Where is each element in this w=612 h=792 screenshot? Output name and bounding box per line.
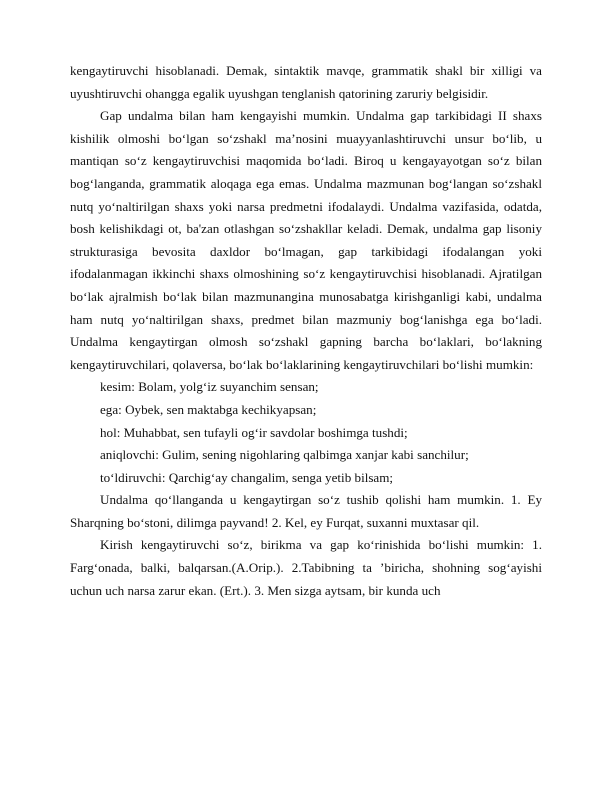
example-ega: ega: Oybek, sen maktabga kechikyapsan; bbox=[100, 401, 317, 417]
paragraph-1: kengaytiruvchi hisoblanadi. Demak, sintaktik mavqe, grammatik shakl bir xilligi va uyushtiruvchi ohangga egalik uyushgan tenglanish qatorining zaruriy belgisidir. bbox=[70, 63, 542, 101]
paragraph-4: Kirish kengaytiruvchi so‘z, birikma va gap ko‘rinishida bo‘lishi mumkin: 1. Farg‘onada, balki, balqarsan.(A.Orip.). 2.Tabibning ta ’biricha, shohning sog‘ayishi uchun uch narsa zarur ekan. (Ert.). 3. Men sizga aytsam, bir kunda uch bbox=[70, 537, 542, 598]
paragraph-3: Undalma qo‘llanganda u kengaytirgan so‘z tushib qolishi ham mumkin. 1. Ey Sharqning bo‘stoni, dilimga payvand! 2. Kel, ey Furqat, suxanni muxtasar qil. bbox=[70, 492, 542, 530]
example-list bbox=[70, 376, 542, 489]
paragraph-2: Gap undalma bilan ham kengayishi mumkin. Undalma gap tarkibidagi II shaxs kishilik olmoshi bo‘lgan so‘zshakl ma’nosini muayyanlashtiruvchi unsur bo‘lib, u mantiqan so‘z kengaytiruvchisi maqomida bo‘ladi. Biroq u kengayayotgan so‘z bilan bog‘langanda, grammatik aloqaga ega emas. Undalma mazmunan bog‘langan so‘zshakl nutq yo‘naltirilgan shaxs yoki narsa predmetni ifodalaydi. Undalma vazifasida, odatda, bosh kelishikdagi ot, ba'zan otlashgan so‘zshakllar keladi. Demak, undalma gap lisoniy strukturasiga bevosita daxldor bo‘lmagan, gap tarkibidagi ifodalangan yoki ifodalanmagan ikkinchi shaxs olmoshining so‘z kengaytiruvchisi hisoblanadi. Ajratilgan bo‘lak ajralmish bo‘lak bilan mazmunangina munosabatga kirishganligi kabi, undalma ham nutq yo‘naltirilgan shaxs, predmet bilan mazmuniy bog‘lanishga ega bo‘ladi. Undalma kengaytirgan olmosh so‘zshakl gapning barcha bo‘laklari, bo‘lakning kengaytiruvchilari, qolaversa, bo‘lak bo‘laklarining kengaytiruvchilari bo‘lishi mumkin: bbox=[70, 108, 542, 372]
example-toldiruvchi: to‘ldiruvchi: Qarchig‘ay changalim, senga yetib bilsam; bbox=[100, 469, 394, 485]
example-hol: hol: Muhabbat, sen tufayli og‘ir savdolar boshimga tushdi; bbox=[100, 424, 408, 440]
example-aniqlovchi: aniqlovchi: Gulim, sening nigohlaring qalbimga xanjar kabi sanchilur; bbox=[100, 447, 469, 463]
document-page bbox=[70, 60, 542, 602]
example-kesim: kesim: Bolam, yolg‘iz suyanchim sensan; bbox=[100, 379, 319, 395]
